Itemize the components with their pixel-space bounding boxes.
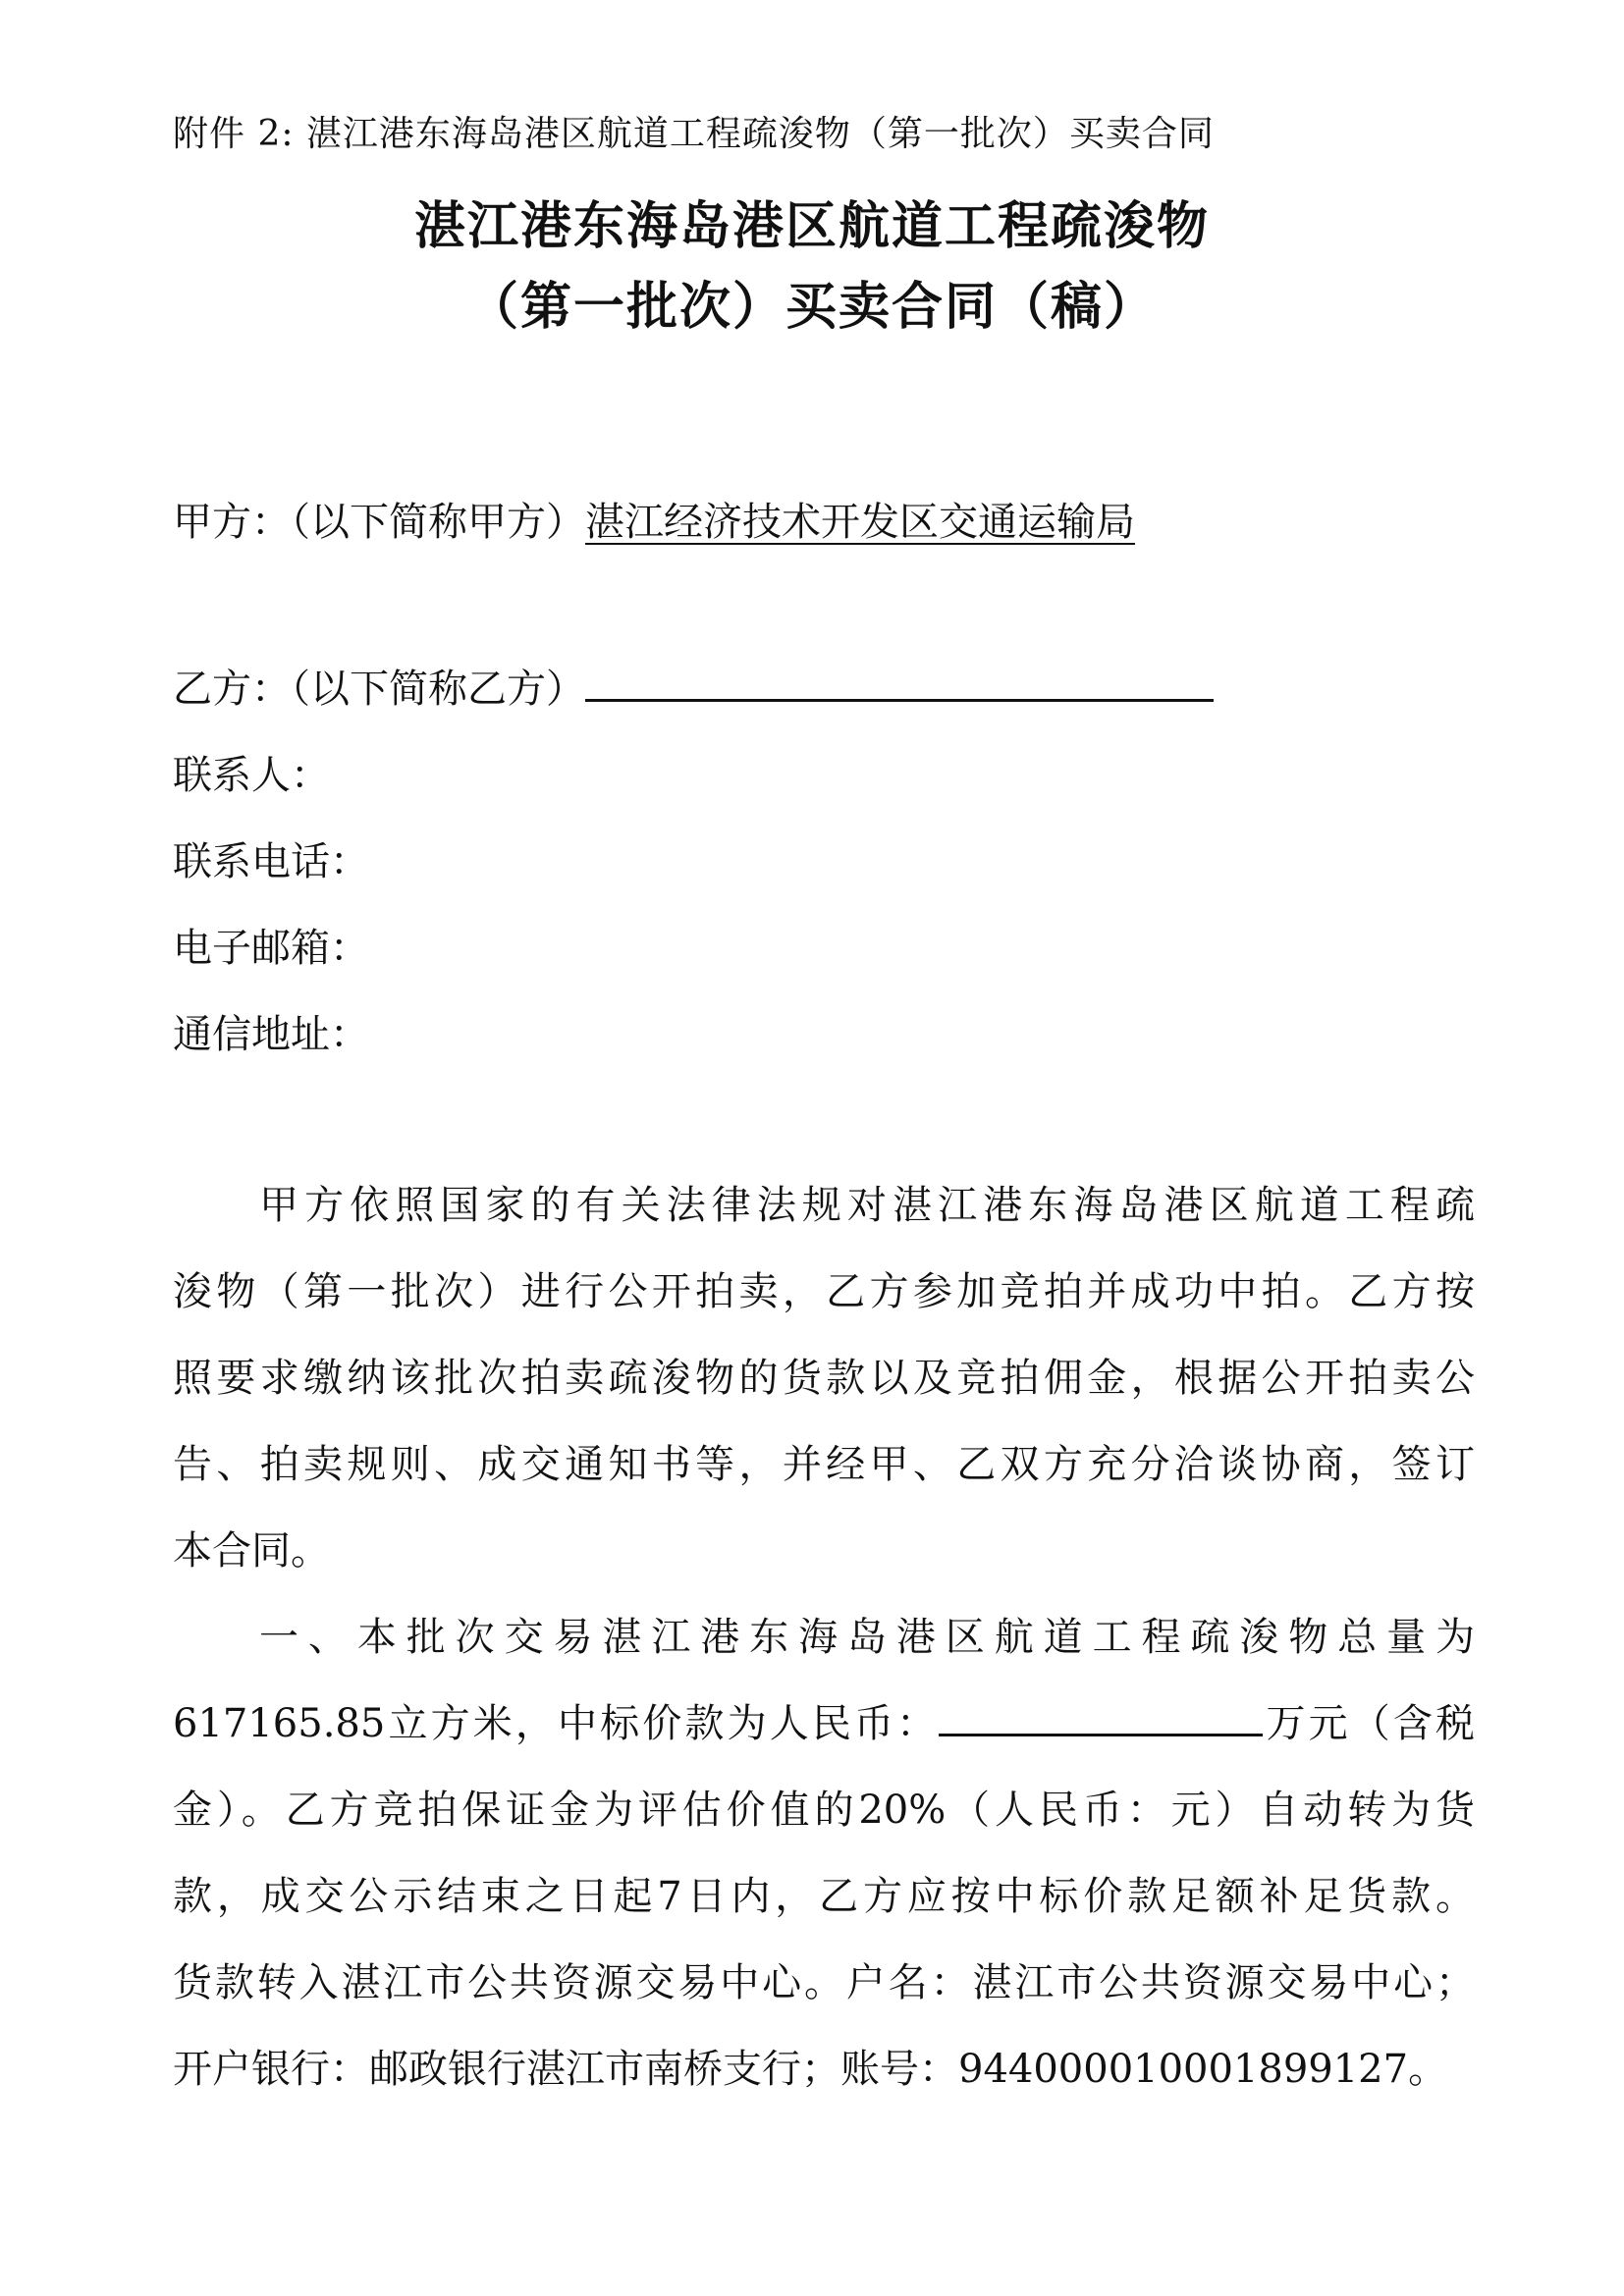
preamble-line: 浚物（第一批次）进行公开拍卖，乙方参加竞拍并成功中拍。乙方按	[173, 1269, 1475, 1314]
party-a-line	[173, 493, 1135, 552]
contact-person-field: 联系人：	[173, 753, 330, 798]
clause-1-price-prefix: 617165.85立方米，中标价款为人民币：	[173, 1701, 940, 1746]
party-b-label: 乙方：（以下简称乙方）	[173, 667, 585, 712]
preamble-line: 本合同。	[173, 1528, 330, 1574]
document-title-line-2: （第一批次）买卖合同（稿）	[466, 278, 1157, 337]
clause-1-line: 货款转入湛江市公共资源交易中心。户名：湛江市公共资源交易中心；	[173, 1960, 1475, 2005]
price-blank	[939, 1694, 1263, 1736]
clause-1-price-suffix: 万元（含税	[1263, 1701, 1476, 1746]
party-a-label: 甲方：（以下简称甲方）	[173, 500, 585, 545]
attachment-note: 附件 2: 湛江港东海岛港区航道工程疏浚物（第一批次）买卖合同	[173, 114, 1215, 154]
preamble-line: 甲方依照国家的有关法律法规对湛江港东海岛港区航道工程疏	[259, 1183, 1475, 1228]
clause-1-price-line	[173, 1694, 1475, 1753]
mailing-address-field: 通信地址：	[173, 1012, 369, 1057]
clause-1-line: 开户银行：邮政银行湛江市南桥支行；账号：944000010001899127。	[173, 2047, 1448, 2092]
clause-1-line: 金）。乙方竞拍保证金为评估价值的20%（人民币：元）自动转为货	[173, 1788, 1475, 1833]
preamble-line: 告、拍卖规则、成交通知书等，并经甲、乙双方充分洽谈协商，签订	[173, 1442, 1475, 1487]
clause-1-line: 一、本批次交易湛江港东海岛港区航道工程疏浚物总量为	[259, 1615, 1475, 1660]
party-b-name-blank	[585, 660, 1214, 702]
party-a-name: 湛江经济技术开发区交通运输局	[585, 500, 1135, 545]
contact-phone-field: 联系电话：	[173, 839, 369, 884]
preamble-line: 照要求缴纳该批次拍卖疏浚物的货款以及竞拍佣金，根据公开拍卖公	[173, 1356, 1475, 1401]
clause-1-line: 款，成交公示结束之日起7日内，乙方应按中标价款足额补足货款。	[173, 1874, 1475, 1919]
email-field: 电子邮箱：	[173, 926, 369, 971]
party-b-line	[173, 660, 1214, 719]
document-title-line-1: 湛江港东海岛港区航道工程疏浚物	[413, 197, 1210, 256]
